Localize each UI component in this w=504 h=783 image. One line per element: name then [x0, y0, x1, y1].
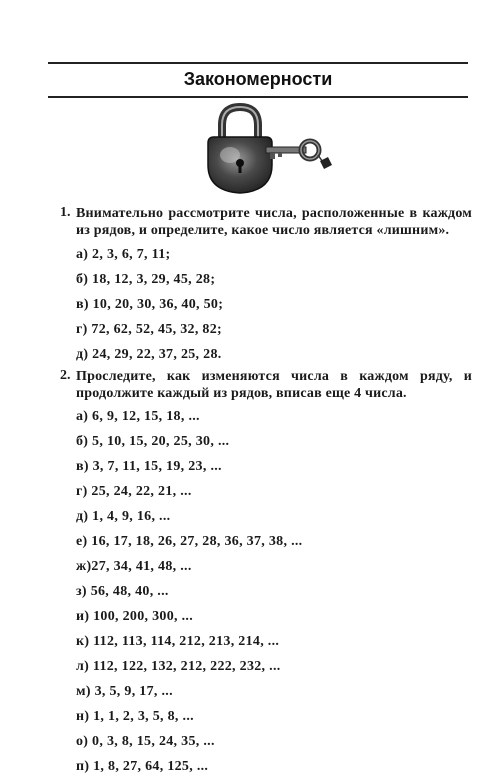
page-title: Закономерности — [183, 69, 333, 89]
task-text: Проследите, как изменяются числа в каждом ряду, и продолжите каждый из рядов, вписав еще 4 числа. — [76, 369, 472, 401]
list-item: в) 3, 7, 11, 15, 19, 23, ... — [76, 459, 222, 474]
list-item: б) 18, 12, 3, 29, 45, 28; — [76, 272, 216, 287]
list-item: а) 2, 3, 6, 7, 11; — [76, 247, 171, 262]
list-item: в) 10, 20, 30, 36, 40, 50; — [76, 297, 224, 312]
list-item: г) 72, 62, 52, 45, 32, 82; — [76, 322, 222, 337]
list-item: д) 1, 4, 9, 16, ... — [76, 509, 171, 524]
list-item: м) 3, 5, 9, 17, ... — [76, 684, 173, 699]
task-1 — [60, 205, 472, 367]
list-item: б) 5, 10, 15, 20, 25, 30, ... — [76, 434, 230, 449]
list-item: е) 16, 17, 18, 26, 27, 28, 36, 37, 38, ... — [76, 534, 303, 549]
task-items-list — [76, 242, 472, 367]
list-item: и) 100, 200, 300, ... — [76, 609, 194, 624]
list-item: з) 56, 48, 40, ... — [76, 584, 169, 599]
task-text: Внимательно рассмотрите числа, расположенные в каждом из рядов, и определите, какое число является «лишним». — [76, 206, 472, 238]
task-number: 1. — [60, 205, 71, 220]
list-item: п) 1, 8, 27, 64, 125, ... — [76, 759, 209, 774]
heading-bottom-rule — [48, 96, 468, 98]
task-items-list — [76, 404, 472, 779]
list-item: г) 25, 24, 22, 21, ... — [76, 484, 192, 499]
padlock-with-key-illustration — [200, 103, 334, 195]
task-number: 2. — [60, 368, 71, 383]
task-2 — [60, 368, 472, 779]
list-item: л) 112, 122, 132, 212, 222, 232, ... — [76, 659, 281, 674]
list-item: о) 0, 3, 8, 15, 24, 35, ... — [76, 734, 215, 749]
list-item: ж)27, 34, 41, 48, ... — [76, 559, 192, 574]
list-item: а) 6, 9, 12, 15, 18, ... — [76, 409, 200, 424]
list-item: д) 24, 29, 22, 37, 25, 28. — [76, 347, 222, 362]
list-item: н) 1, 1, 2, 3, 5, 8, ... — [76, 709, 194, 724]
list-item: к) 112, 113, 114, 212, 213, 214, ... — [76, 634, 280, 649]
